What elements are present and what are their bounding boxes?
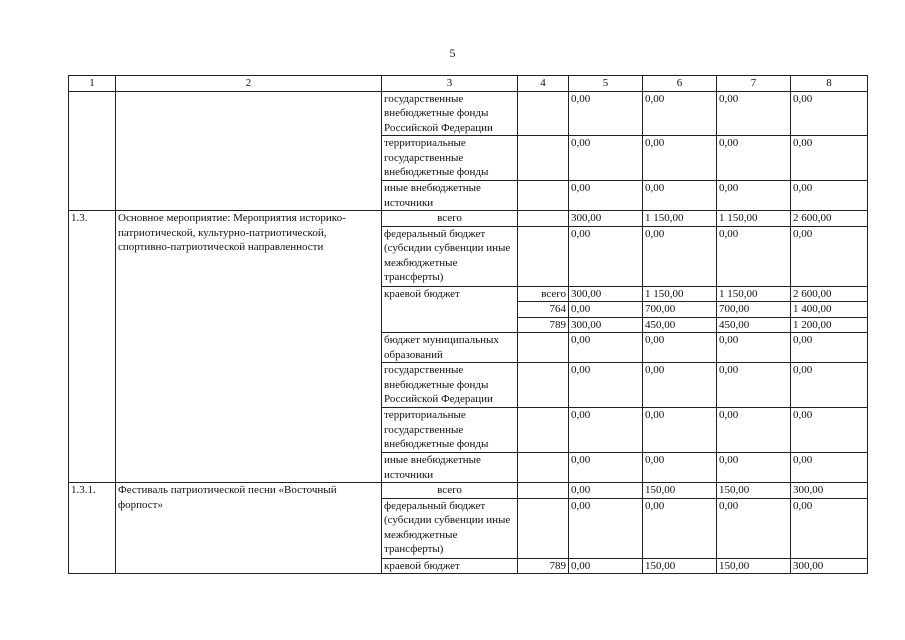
value-cell-7: 1 150,00 xyxy=(717,286,791,302)
value-cell-5: 300,00 xyxy=(569,286,643,302)
table-row xyxy=(69,483,868,499)
code-cell xyxy=(518,91,569,136)
code-cell: 789 xyxy=(518,317,569,333)
value-cell-8: 0,00 xyxy=(791,363,868,408)
value-cell-8: 0,00 xyxy=(791,181,868,211)
source-cell: федеральный бюджет (субсидии субвенции иные межбюджетные трансферты) xyxy=(382,226,518,286)
code-cell xyxy=(518,453,569,483)
value-cell-5: 0,00 xyxy=(569,226,643,286)
header-row xyxy=(69,76,868,92)
value-cell-6: 0,00 xyxy=(643,136,717,181)
source-cell: иные внебюджетные источники xyxy=(382,181,518,211)
value-cell-7: 0,00 xyxy=(717,363,791,408)
value-cell-7: 450,00 xyxy=(717,317,791,333)
col-header-3: 3 xyxy=(382,76,518,92)
number-cell: 1.3.1. xyxy=(69,483,116,574)
code-cell xyxy=(518,211,569,227)
value-cell-6: 0,00 xyxy=(643,408,717,453)
value-cell-6: 0,00 xyxy=(643,226,717,286)
value-cell-7: 0,00 xyxy=(717,498,791,558)
value-cell-7: 700,00 xyxy=(717,302,791,318)
value-cell-7: 0,00 xyxy=(717,408,791,453)
source-cell: всего xyxy=(382,483,518,499)
number-cell xyxy=(69,91,116,211)
value-cell-7: 0,00 xyxy=(717,181,791,211)
budget-table xyxy=(68,75,868,574)
value-cell-7: 0,00 xyxy=(717,136,791,181)
event-name-cell: Основное мероприятие: Мероприятия историко-патриотической, культурно-патриотической, спортивно-патриотической направленности xyxy=(116,211,382,483)
value-cell-5: 0,00 xyxy=(569,91,643,136)
value-cell-5: 0,00 xyxy=(569,558,643,574)
source-cell: государственные внебюджетные фонды Российской Федерации xyxy=(382,91,518,136)
value-cell-8: 300,00 xyxy=(791,483,868,499)
value-cell-5: 0,00 xyxy=(569,498,643,558)
value-cell-8: 0,00 xyxy=(791,408,868,453)
value-cell-8: 0,00 xyxy=(791,136,868,181)
source-cell: бюджет муниципальных образований xyxy=(382,333,518,363)
code-cell xyxy=(518,408,569,453)
value-cell-5: 0,00 xyxy=(569,302,643,318)
value-cell-6: 150,00 xyxy=(643,483,717,499)
value-cell-5: 0,00 xyxy=(569,136,643,181)
value-cell-5: 0,00 xyxy=(569,333,643,363)
value-cell-5: 0,00 xyxy=(569,363,643,408)
code-cell xyxy=(518,226,569,286)
value-cell-8: 1 200,00 xyxy=(791,317,868,333)
code-cell xyxy=(518,498,569,558)
value-cell-6: 0,00 xyxy=(643,498,717,558)
value-cell-8: 0,00 xyxy=(791,498,868,558)
value-cell-6: 0,00 xyxy=(643,363,717,408)
value-cell-6: 150,00 xyxy=(643,558,717,574)
table-row xyxy=(69,211,868,227)
value-cell-8: 0,00 xyxy=(791,91,868,136)
value-cell-7: 0,00 xyxy=(717,226,791,286)
event-name-cell: Фестиваль патриотической песни «Восточный форпост» xyxy=(116,483,382,574)
value-cell-5: 0,00 xyxy=(569,453,643,483)
col-header-1: 1 xyxy=(69,76,116,92)
code-cell xyxy=(518,136,569,181)
value-cell-8: 0,00 xyxy=(791,333,868,363)
col-header-2: 2 xyxy=(116,76,382,92)
col-header-4: 4 xyxy=(518,76,569,92)
value-cell-6: 1 150,00 xyxy=(643,286,717,302)
code-cell: 764 xyxy=(518,302,569,318)
col-header-5: 5 xyxy=(569,76,643,92)
source-cell: иные внебюджетные источники xyxy=(382,453,518,483)
value-cell-6: 450,00 xyxy=(643,317,717,333)
value-cell-7: 0,00 xyxy=(717,333,791,363)
value-cell-7: 1 150,00 xyxy=(717,211,791,227)
value-cell-7: 0,00 xyxy=(717,453,791,483)
col-header-8: 8 xyxy=(791,76,868,92)
value-cell-8: 0,00 xyxy=(791,453,868,483)
code-cell xyxy=(518,333,569,363)
value-cell-6: 0,00 xyxy=(643,333,717,363)
value-cell-8: 0,00 xyxy=(791,226,868,286)
value-cell-6: 0,00 xyxy=(643,181,717,211)
col-header-7: 7 xyxy=(717,76,791,92)
value-cell-5: 300,00 xyxy=(569,317,643,333)
value-cell-6: 0,00 xyxy=(643,453,717,483)
value-cell-5: 0,00 xyxy=(569,408,643,453)
source-cell: федеральный бюджет (субсидии субвенции иные межбюджетные трансферты) xyxy=(382,498,518,558)
event-name-cell xyxy=(116,91,382,211)
code-cell: всего xyxy=(518,286,569,302)
source-cell: краевой бюджет xyxy=(382,558,518,574)
col-header-6: 6 xyxy=(643,76,717,92)
code-cell xyxy=(518,363,569,408)
value-cell-8: 1 400,00 xyxy=(791,302,868,318)
value-cell-7: 150,00 xyxy=(717,558,791,574)
source-cell: территориальные государственные внебюджетные фонды xyxy=(382,136,518,181)
value-cell-5: 0,00 xyxy=(569,483,643,499)
value-cell-5: 0,00 xyxy=(569,181,643,211)
source-cell: всего xyxy=(382,211,518,227)
value-cell-8: 2 600,00 xyxy=(791,286,868,302)
value-cell-8: 300,00 xyxy=(791,558,868,574)
table-row xyxy=(69,91,868,136)
code-cell xyxy=(518,181,569,211)
value-cell-6: 700,00 xyxy=(643,302,717,318)
page-number: 5 xyxy=(449,46,456,60)
code-cell: 789 xyxy=(518,558,569,574)
value-cell-6: 1 150,00 xyxy=(643,211,717,227)
code-cell xyxy=(518,483,569,499)
value-cell-8: 2 600,00 xyxy=(791,211,868,227)
value-cell-7: 150,00 xyxy=(717,483,791,499)
source-cell: территориальные государственные внебюджетные фонды xyxy=(382,408,518,453)
value-cell-5: 300,00 xyxy=(569,211,643,227)
value-cell-6: 0,00 xyxy=(643,91,717,136)
value-cell-7: 0,00 xyxy=(717,91,791,136)
source-cell: краевой бюджет xyxy=(382,286,518,333)
source-cell: государственные внебюджетные фонды Российской Федерации xyxy=(382,363,518,408)
number-cell: 1.3. xyxy=(69,211,116,483)
